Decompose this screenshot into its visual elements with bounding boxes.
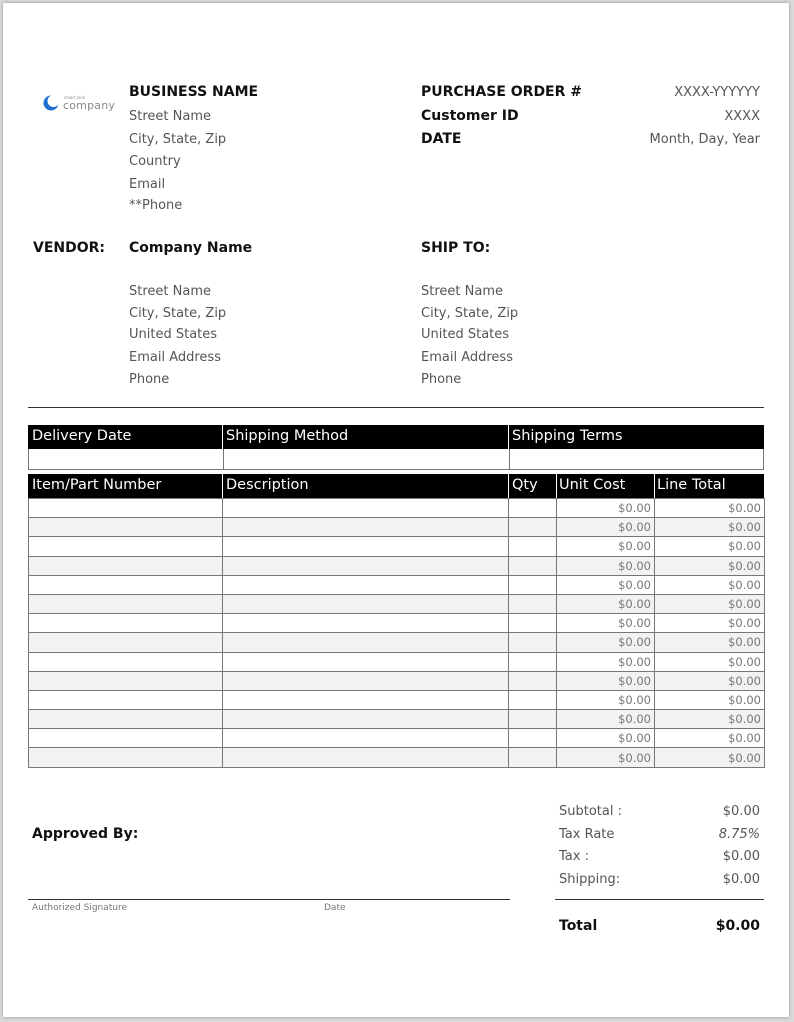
business-email: Email (129, 177, 166, 192)
qty-cell[interactable] (509, 633, 557, 652)
totals-divider (555, 899, 764, 900)
business-city: City, State, Zip (129, 132, 227, 147)
shipping-method-header: Shipping Method (226, 428, 349, 444)
total-value: $0.00 (715, 918, 760, 934)
table-row (29, 690, 765, 709)
shipping-value: $0.00 (722, 872, 760, 887)
unit-cost-cell[interactable]: $0.00 (557, 594, 655, 613)
qty-cell[interactable] (509, 556, 557, 575)
shipping-label: Shipping: (559, 872, 621, 887)
item-number-cell[interactable] (29, 575, 223, 594)
unit-cost-cell[interactable]: $0.00 (557, 518, 655, 537)
vendor-email: Email Address (129, 350, 221, 365)
table-row (29, 633, 765, 652)
items-header-bar (28, 474, 764, 498)
item-number-cell[interactable] (29, 652, 223, 671)
shipping-terms-header: Shipping Terms (512, 428, 623, 444)
description-cell[interactable] (223, 614, 509, 633)
line-total-cell[interactable]: $0.00 (655, 499, 765, 518)
description-cell[interactable] (223, 518, 509, 537)
ship-to-phone: Phone (421, 372, 462, 387)
table-row (29, 518, 765, 537)
item-number-cell[interactable] (29, 710, 223, 729)
authorized-signature-label: Authorized Signature (32, 903, 128, 913)
logo-wordmark: company (63, 99, 116, 112)
qty-cell[interactable] (509, 690, 557, 709)
vendor-street: Street Name (129, 284, 211, 299)
customer-id-value: XXXX (724, 109, 760, 124)
business-phone: **Phone (129, 198, 183, 213)
section-divider (28, 407, 764, 408)
vendor-label: VENDOR: (33, 240, 106, 256)
unit-cost-cell[interactable]: $0.00 (557, 671, 655, 690)
qty-cell[interactable] (509, 671, 557, 690)
ship-to-country: United States (421, 327, 510, 342)
unit-cost-cell[interactable]: $0.00 (557, 652, 655, 671)
qty-cell[interactable] (509, 748, 557, 767)
qty-cell[interactable] (509, 652, 557, 671)
line-total-cell[interactable]: $0.00 (655, 729, 765, 748)
line-total-cell[interactable]: $0.00 (655, 556, 765, 575)
item-number-cell[interactable] (29, 499, 223, 518)
business-street: Street Name (129, 109, 211, 124)
tax-label: Tax : (559, 849, 589, 864)
ship-to-street: Street Name (421, 284, 503, 299)
ship-to-city: City, State, Zip (421, 306, 519, 321)
line-total-cell[interactable]: $0.00 (655, 614, 765, 633)
line-total-cell[interactable]: $0.00 (655, 748, 765, 767)
items-table (28, 498, 765, 768)
item-number-header: Item/Part Number (32, 477, 162, 493)
table-row (29, 748, 765, 767)
description-cell[interactable] (223, 594, 509, 613)
unit-cost-cell[interactable]: $0.00 (557, 614, 655, 633)
item-number-cell[interactable] (29, 729, 223, 748)
description-cell[interactable] (223, 748, 509, 767)
line-total-cell[interactable]: $0.00 (655, 633, 765, 652)
description-header: Description (226, 477, 309, 493)
header-separator (654, 474, 655, 498)
table-row (29, 652, 765, 671)
table-row (29, 729, 765, 748)
logo-crescent-icon (43, 95, 59, 111)
tax-rate-value: 8.75% (718, 827, 760, 842)
ship-to-email: Email Address (421, 350, 513, 365)
customer-id-label: Customer ID (421, 108, 519, 124)
ship-to-label: SHIP TO: (421, 240, 491, 256)
line-total-header: Line Total (657, 477, 726, 493)
line-total-cell[interactable]: $0.00 (655, 710, 765, 729)
description-cell[interactable] (223, 537, 509, 556)
description-cell[interactable] (223, 575, 509, 594)
qty-cell[interactable] (509, 594, 557, 613)
company-logo (41, 91, 121, 115)
subtotal-label: Subtotal : (559, 804, 622, 819)
qty-header: Qty (512, 477, 538, 493)
vendor-city: City, State, Zip (129, 306, 227, 321)
unit-cost-cell[interactable]: $0.00 (557, 575, 655, 594)
table-row (29, 499, 765, 518)
approved-by-label: Approved By: (32, 826, 139, 842)
table-row (29, 671, 765, 690)
unit-cost-cell[interactable]: $0.00 (557, 710, 655, 729)
table-row (29, 556, 765, 575)
line-total-cell[interactable]: $0.00 (655, 537, 765, 556)
item-number-cell[interactable] (29, 518, 223, 537)
unit-cost-cell[interactable]: $0.00 (557, 537, 655, 556)
item-number-cell[interactable] (29, 537, 223, 556)
date-value: Month, Day, Year (649, 132, 760, 147)
qty-cell[interactable] (509, 575, 557, 594)
shipping-method-cell-divider (509, 449, 510, 469)
item-number-cell[interactable] (29, 748, 223, 767)
description-cell[interactable] (223, 729, 509, 748)
delivery-date-header: Delivery Date (32, 428, 132, 444)
table-row (29, 537, 765, 556)
vendor-phone: Phone (129, 372, 170, 387)
line-total-cell[interactable]: $0.00 (655, 652, 765, 671)
item-number-cell[interactable] (29, 594, 223, 613)
table-row (29, 594, 765, 613)
description-cell[interactable] (223, 652, 509, 671)
business-country: Country (129, 154, 181, 169)
description-cell[interactable] (223, 556, 509, 575)
description-cell[interactable] (223, 690, 509, 709)
unit-cost-header: Unit Cost (559, 477, 626, 493)
qty-cell[interactable] (509, 518, 557, 537)
qty-cell[interactable] (509, 499, 557, 518)
tax-rate-label: Tax Rate (559, 827, 615, 842)
unit-cost-cell[interactable]: $0.00 (557, 748, 655, 767)
header-separator (556, 474, 557, 498)
line-total-cell[interactable]: $0.00 (655, 518, 765, 537)
header-separator (222, 474, 223, 498)
signature-date-label: Date (324, 903, 346, 913)
business-name: BUSINESS NAME (129, 84, 259, 100)
item-number-cell[interactable] (29, 633, 223, 652)
item-number-cell[interactable] (29, 671, 223, 690)
description-cell[interactable] (223, 499, 509, 518)
delivery-date-cell-divider (223, 449, 224, 469)
header-separator (508, 474, 509, 498)
header-separator (508, 425, 509, 449)
description-cell[interactable] (223, 671, 509, 690)
header-separator (222, 425, 223, 449)
item-number-cell[interactable] (29, 556, 223, 575)
unit-cost-cell[interactable]: $0.00 (557, 556, 655, 575)
line-total-cell[interactable]: $0.00 (655, 594, 765, 613)
unit-cost-cell[interactable]: $0.00 (557, 499, 655, 518)
unit-cost-cell[interactable]: $0.00 (557, 729, 655, 748)
purchase-order-page (3, 3, 789, 1017)
unit-cost-cell[interactable]: $0.00 (557, 690, 655, 709)
po-number-value: XXXX-YYYYYY (674, 85, 760, 100)
line-total-cell[interactable]: $0.00 (655, 575, 765, 594)
shipping-values-row (28, 449, 764, 470)
shipping-header-bar (28, 425, 764, 449)
vendor-country: United States (129, 327, 218, 342)
subtotal-value: $0.00 (722, 804, 760, 819)
po-number-label: PURCHASE ORDER # (421, 84, 583, 100)
signature-line (28, 899, 510, 900)
table-row (29, 614, 765, 633)
total-label: Total (559, 918, 598, 934)
qty-cell[interactable] (509, 537, 557, 556)
tax-value: $0.00 (722, 849, 760, 864)
date-label: DATE (421, 131, 462, 147)
table-row (29, 710, 765, 729)
unit-cost-cell[interactable]: $0.00 (557, 633, 655, 652)
qty-cell[interactable] (509, 710, 557, 729)
line-total-cell[interactable]: $0.00 (655, 690, 765, 709)
description-cell[interactable] (223, 710, 509, 729)
qty-cell[interactable] (509, 729, 557, 748)
description-cell[interactable] (223, 633, 509, 652)
item-number-cell[interactable] (29, 690, 223, 709)
vendor-company: Company Name (129, 240, 253, 256)
line-total-cell[interactable]: $0.00 (655, 671, 765, 690)
table-row (29, 575, 765, 594)
logo-tagline: smart lock (64, 95, 85, 100)
item-number-cell[interactable] (29, 614, 223, 633)
qty-cell[interactable] (509, 614, 557, 633)
